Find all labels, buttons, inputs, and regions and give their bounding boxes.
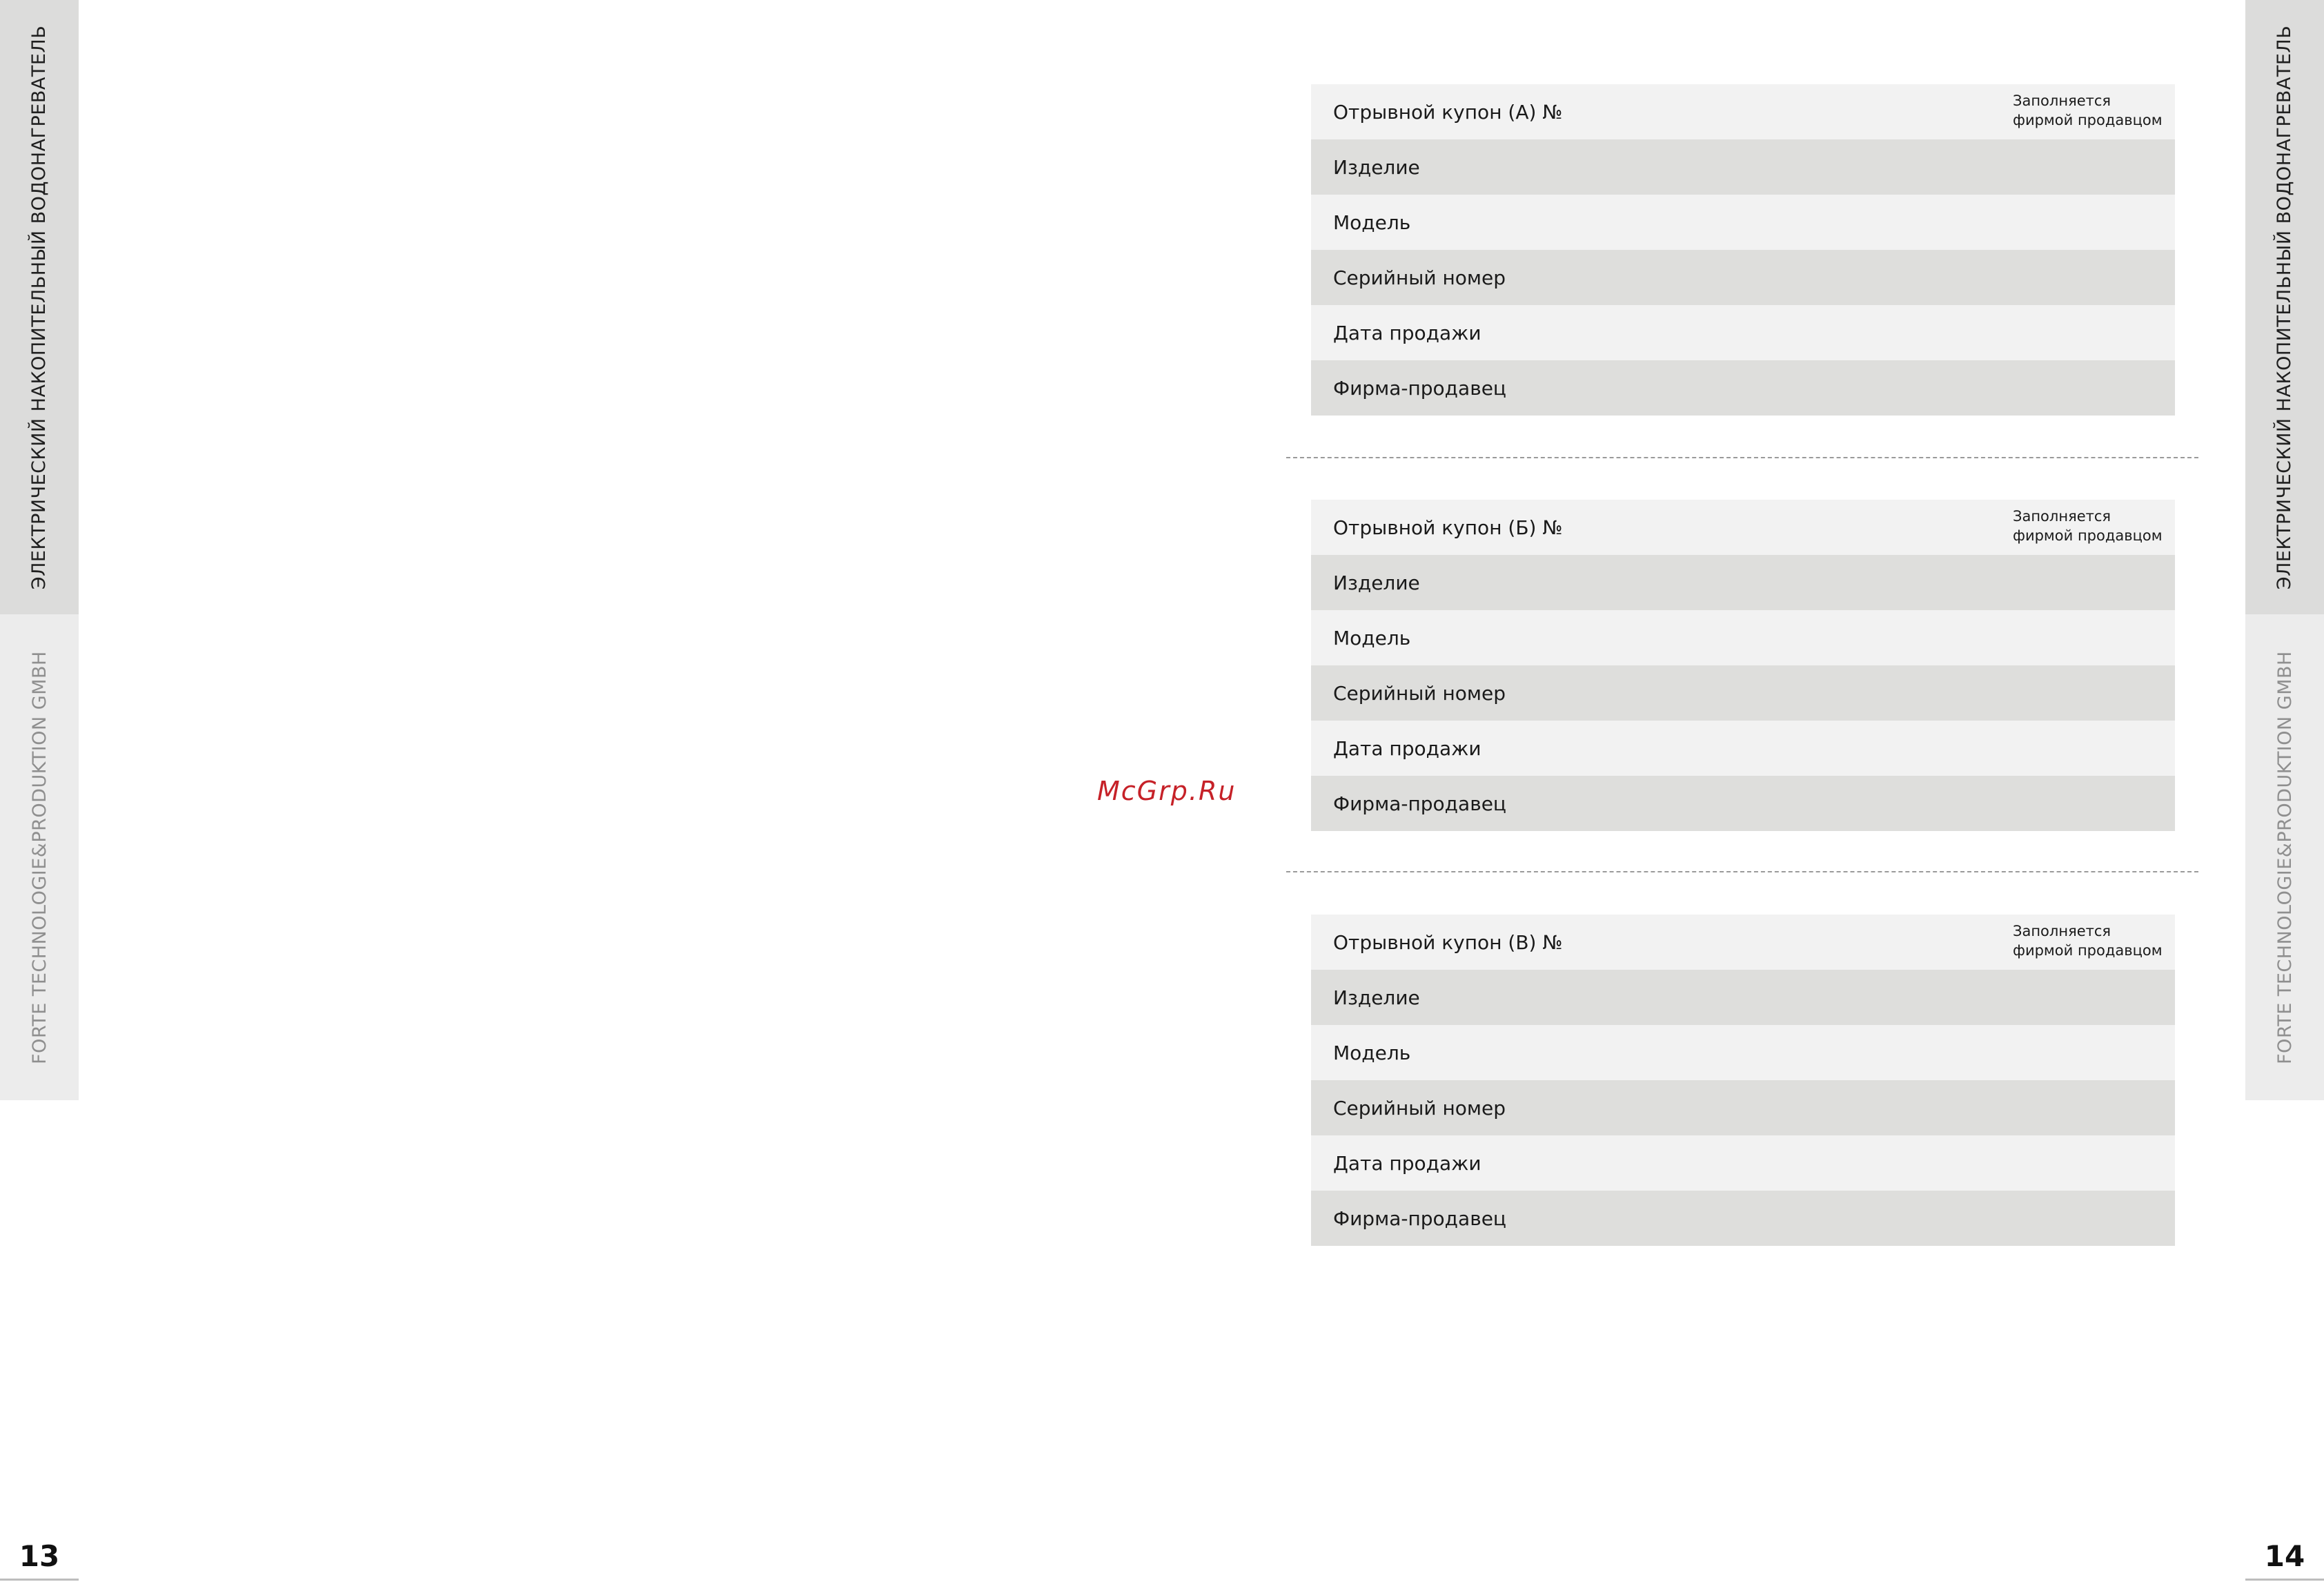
right-product-title: ЭЛЕКТРИЧЕСКИЙ НАКОПИТЕЛЬНЫЙ ВОДОНАГРЕВАТЕЛЬ [2274, 25, 2296, 589]
coupon-note [2013, 921, 2163, 960]
coupon-field-label: Модель [1333, 626, 1411, 650]
coupon-v [1311, 915, 2175, 1246]
right-side-tab-company [2245, 614, 2324, 1100]
coupon-field-row [1311, 1191, 2175, 1246]
coupon-field-label: Изделие [1333, 571, 1420, 594]
coupon-field-row [1311, 139, 2175, 195]
left-company-name: FORTE TECHNOLOGIE&PRODUKTION GMBH [28, 650, 50, 1064]
coupon-field-row [1311, 665, 2175, 721]
coupon-field-label: Фирма-продавец [1333, 1207, 1506, 1230]
coupon-field-label: Модель [1333, 211, 1411, 234]
coupon-note-line1: Заполняется [2013, 508, 2111, 525]
left-product-title: ЭЛЕКТРИЧЕСКИЙ НАКОПИТЕЛЬНЫЙ ВОДОНАГРЕВАТЕЛЬ [28, 25, 50, 589]
right-company-name: FORTE TECHNOLOGIE&PRODUKTION GMBH [2274, 650, 2296, 1064]
coupon-field-label: Фирма-продавец [1333, 792, 1506, 815]
coupon-field-row [1311, 1135, 2175, 1191]
coupon-note-line2: фирмой продавцом [2013, 527, 2163, 544]
coupon-field-label: Дата продажи [1333, 1151, 1481, 1175]
coupon-field-row [1311, 1025, 2175, 1080]
watermark: McGrp.Ru [1097, 776, 1237, 806]
coupon-field-label: Серийный номер [1333, 1096, 1506, 1120]
coupon-a [1311, 84, 2175, 416]
page-number-right: 14 [2245, 1534, 2324, 1581]
coupon-field-label: Дата продажи [1333, 736, 1481, 760]
coupon-field-row [1311, 250, 2175, 305]
coupon-field-row [1311, 305, 2175, 360]
left-side-tab-company [0, 614, 79, 1100]
coupon-title: Отрывной купон (В) № [1333, 930, 1563, 954]
coupon-field-row [1311, 776, 2175, 831]
coupon-field-label: Изделие [1333, 155, 1420, 179]
coupon-field-label: Серийный номер [1333, 681, 1506, 705]
coupon-title: Отрывной купон (А) № [1333, 100, 1563, 124]
coupon-field-label: Изделие [1333, 986, 1420, 1009]
coupon-note [2013, 507, 2163, 545]
coupon-field-row [1311, 555, 2175, 610]
left-side-tab-product [0, 0, 79, 614]
coupon-field-label: Дата продажи [1333, 321, 1481, 344]
coupon-title-row [1311, 500, 2175, 555]
coupon-field-label: Модель [1333, 1041, 1411, 1064]
coupon-note-line2: фирмой продавцом [2013, 112, 2163, 128]
coupon-b [1311, 500, 2175, 831]
coupon-field-row [1311, 1080, 2175, 1135]
cut-line-divider [1286, 457, 2198, 458]
coupon-field-row [1311, 970, 2175, 1025]
coupon-note [2013, 91, 2163, 130]
coupon-field-label: Фирма-продавец [1333, 376, 1506, 400]
coupon-note-line1: Заполняется [2013, 92, 2111, 109]
coupon-field-row [1311, 195, 2175, 250]
coupon-field-row [1311, 610, 2175, 665]
coupon-field-row [1311, 721, 2175, 776]
right-side-tab-product [2245, 0, 2324, 614]
coupon-note-line1: Заполняется [2013, 923, 2111, 939]
coupon-title: Отрывной купон (Б) № [1333, 516, 1563, 539]
page-number-left: 13 [0, 1534, 79, 1581]
coupon-title-row [1311, 84, 2175, 139]
coupon-note-line2: фирмой продавцом [2013, 942, 2163, 959]
coupon-title-row [1311, 915, 2175, 970]
cut-line-divider [1286, 871, 2198, 872]
coupon-field-label: Серийный номер [1333, 266, 1506, 289]
coupon-field-row [1311, 360, 2175, 416]
